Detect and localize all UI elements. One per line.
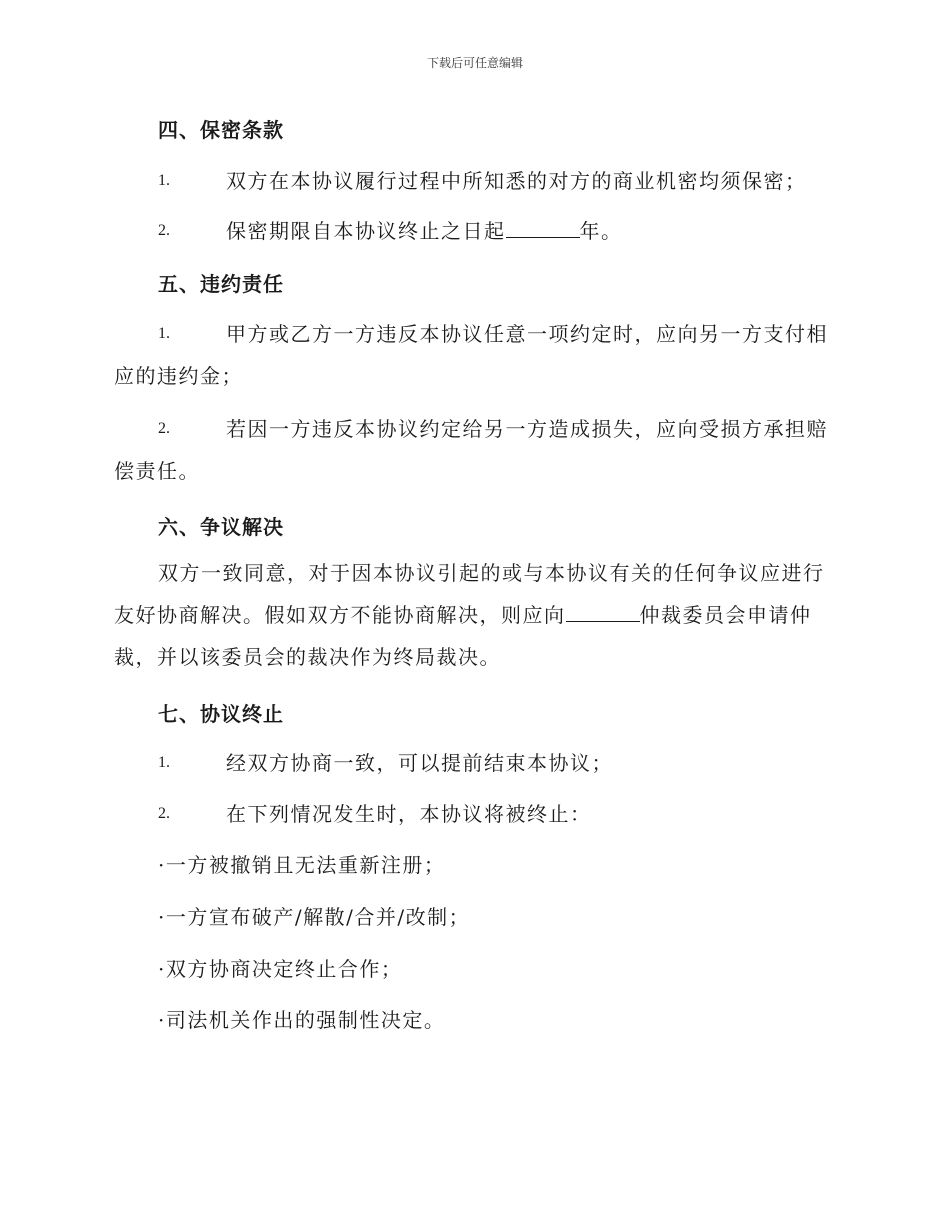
bullet-item: ·一方宣布破产/解散/合并/改制； — [158, 905, 471, 929]
item-text: 双方在本协议履行过程中所知悉的对方的商业机密均须保密； — [226, 169, 807, 193]
page-header: 下载后可任意编辑 — [426, 56, 523, 70]
item-text-after: 年。 — [579, 219, 623, 243]
section-heading-liability: 五、违约责任 — [158, 272, 284, 296]
item-text-before: 保密期限自本协议终止之日起 — [226, 219, 506, 243]
list-item — [114, 408, 836, 492]
item-number: 2. — [158, 420, 170, 437]
list-item — [114, 210, 836, 252]
item-text: 经双方协商一致，可以提前结束本协议； — [226, 751, 613, 775]
item-number: 2. — [158, 222, 170, 239]
item-text: 若因一方违反本协议约定给另一方造成损失，应向受损方承担赔偿责任。 — [114, 417, 828, 483]
item-number: 1. — [158, 754, 170, 771]
bullet-item: ·司法机关作出的强制性决定。 — [158, 1008, 446, 1032]
section-heading-confidentiality: 四、保密条款 — [158, 118, 284, 142]
item-text — [114, 210, 836, 252]
fill-in-blank — [566, 603, 640, 622]
item-text: 甲方或乙方一方违反本协议任意一项约定时，应向另一方支付相应的违约金； — [114, 322, 828, 388]
section-heading-dispute: 六、争议解决 — [158, 515, 284, 539]
dispute-paragraph — [114, 552, 836, 678]
dispute-text-after: 仲裁委员会申请仲裁，并以该委员会的裁决作为终局裁决。 — [114, 603, 812, 669]
list-item — [114, 160, 836, 202]
list-item — [114, 742, 836, 784]
dispute-text-before: 双方一致同意，对于因本协议引起的或与本协议有关的任何争议应进行友好协商解决。假如双方不能协商解决，则应向 — [114, 561, 825, 627]
list-item — [114, 793, 836, 835]
item-text: 在下列情况发生时，本协议将被终止： — [226, 802, 592, 826]
bullet-item: ·双方协商决定终止合作； — [158, 957, 403, 981]
item-number: 1. — [158, 325, 170, 342]
item-number: 1. — [158, 172, 170, 189]
item-number: 2. — [158, 805, 170, 822]
fill-in-blank — [506, 219, 580, 238]
list-item — [114, 313, 836, 397]
section-heading-termination: 七、协议终止 — [158, 702, 284, 726]
bullet-item: ·一方被撤销且无法重新注册； — [158, 853, 446, 877]
